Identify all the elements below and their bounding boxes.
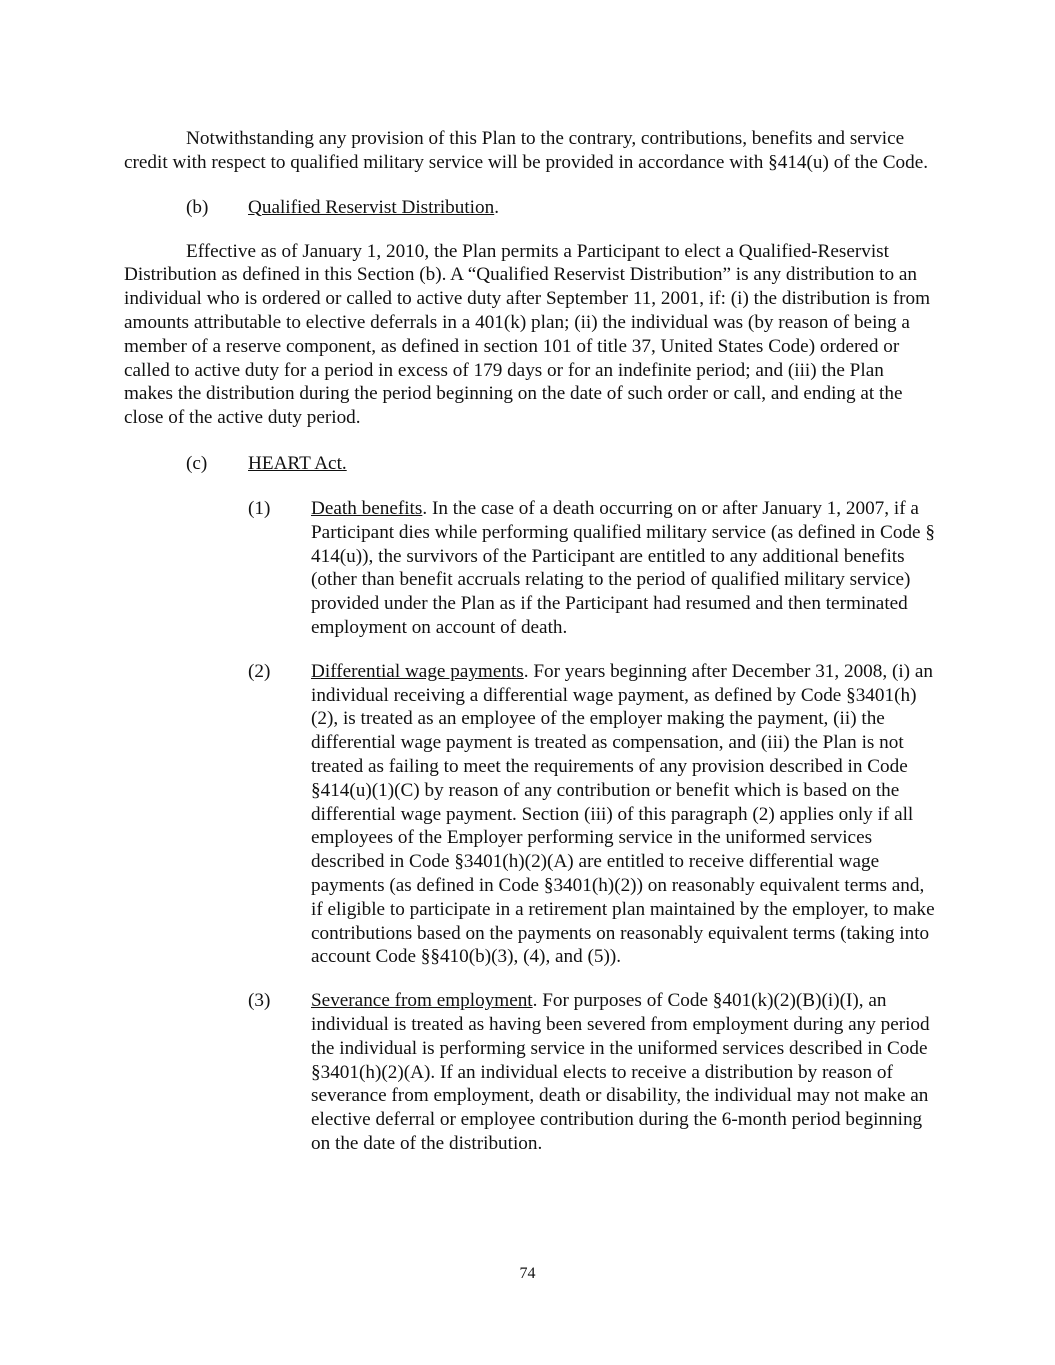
- intro-paragraph: Notwithstanding any provision of this Plan to the contrary, contributions, benefits and service credit with respect to qualified military service will be provided in accordance with §414(u) of the Code.: [124, 128, 929, 173]
- section-b-title: Qualified Reservist Distribution: [248, 196, 495, 218]
- section-b-heading: (b) Qualified Reservist Distribution.: [186, 196, 500, 218]
- heart-item-1-title: Death benefits: [311, 497, 423, 519]
- heart-item-1-number: (1): [248, 497, 271, 519]
- heart-item-3-title: Severance from employment: [311, 990, 533, 1012]
- heart-item-3-number: (3): [248, 990, 271, 1012]
- page-number: 74: [519, 1265, 536, 1282]
- heart-item-2-text: . For years beginning after December 31, 2008, (i) an individual receiving a differential wage payment, as defined by Code §3401(h)(2), is treated as an employee of the employer making the payment, (ii) the differential wage payment is treated as compensation, and (iii) the Plan is not treated as failing to meet the requirements of any provision described in Code §414(u)(1)(C) by reason of any contribution or benefit which is based on the differential wage payment. Section (iii) of this paragraph (2) applies only if all employees of the Employer performing service in the uniformed services described in Code §3401(h)(2)(A) are entitled to receive differential wage payments (as defined in Code §3401(h)(2)) on reasonably equivalent terms and, if eligible to participate in a retirement plan maintained by the employer, to make contributions based on the payments on reasonably equivalent terms (taking into account Code §§410(b)(3), (4), and (5)).: [311, 660, 935, 968]
- section-b-number: (b): [186, 196, 209, 218]
- heart-item-2-number: (2): [248, 660, 271, 682]
- section-c-title: HEART Act.: [248, 452, 347, 474]
- document-page: [124, 124, 936, 1156]
- heart-item-1-text: . In the case of a death occurring on or after January 1, 2007, if a Participant dies while performing qualified military service (as defined in Code § 414(u)), the survivors of the Participant are entitled to any additional benefits (other than benefit accruals relating to the period of qualified military service) provided under the Plan as if the Participant had resumed and then terminated employment on account of death.: [311, 497, 935, 638]
- section-c-number: (c): [186, 452, 208, 474]
- heart-item-3-text: . For purposes of Code §401(k)(2)(B)(i)(I), an individual is treated as having been severed from employment during any period the individual is performing service in the uniformed services described in Code §3401(h)(2)(A). If an individual elects to receive a distribution by reason of severance from employment, death or disability, the individual may not make an elective deferral or employee contribution during the 6-month period beginning on the date of the distribution.: [311, 990, 930, 1154]
- heart-item-2: [124, 660, 936, 969]
- section-c-heading: [124, 452, 936, 476]
- section-b-body: Effective as of January 1, 2010, the Plan permits a Participant to elect a Qualified-Reservist Distribution as defined in this Section (b). A “Qualified Reservist Distribution” is any distribution to an individual who is ordered or called to active duty after September 11, 2001, if: (i) the distribution is from amounts attributable to elective deferrals in a 401(k) plan; (ii) the individual was (by reason of being a member of a reserve component, as defined in section 101 of title 37, United States Code) ordered or called to active duty for a period in excess of 179 days or for an indefinite period; and (iii) the Plan makes the distribution during the period beginning on the date of such order or call, and ending at the close of the active duty period.: [124, 240, 931, 429]
- heart-item-3: [124, 989, 936, 1156]
- heart-item-2-title: Differential wage payments: [311, 660, 524, 682]
- heart-item-1: [124, 497, 936, 640]
